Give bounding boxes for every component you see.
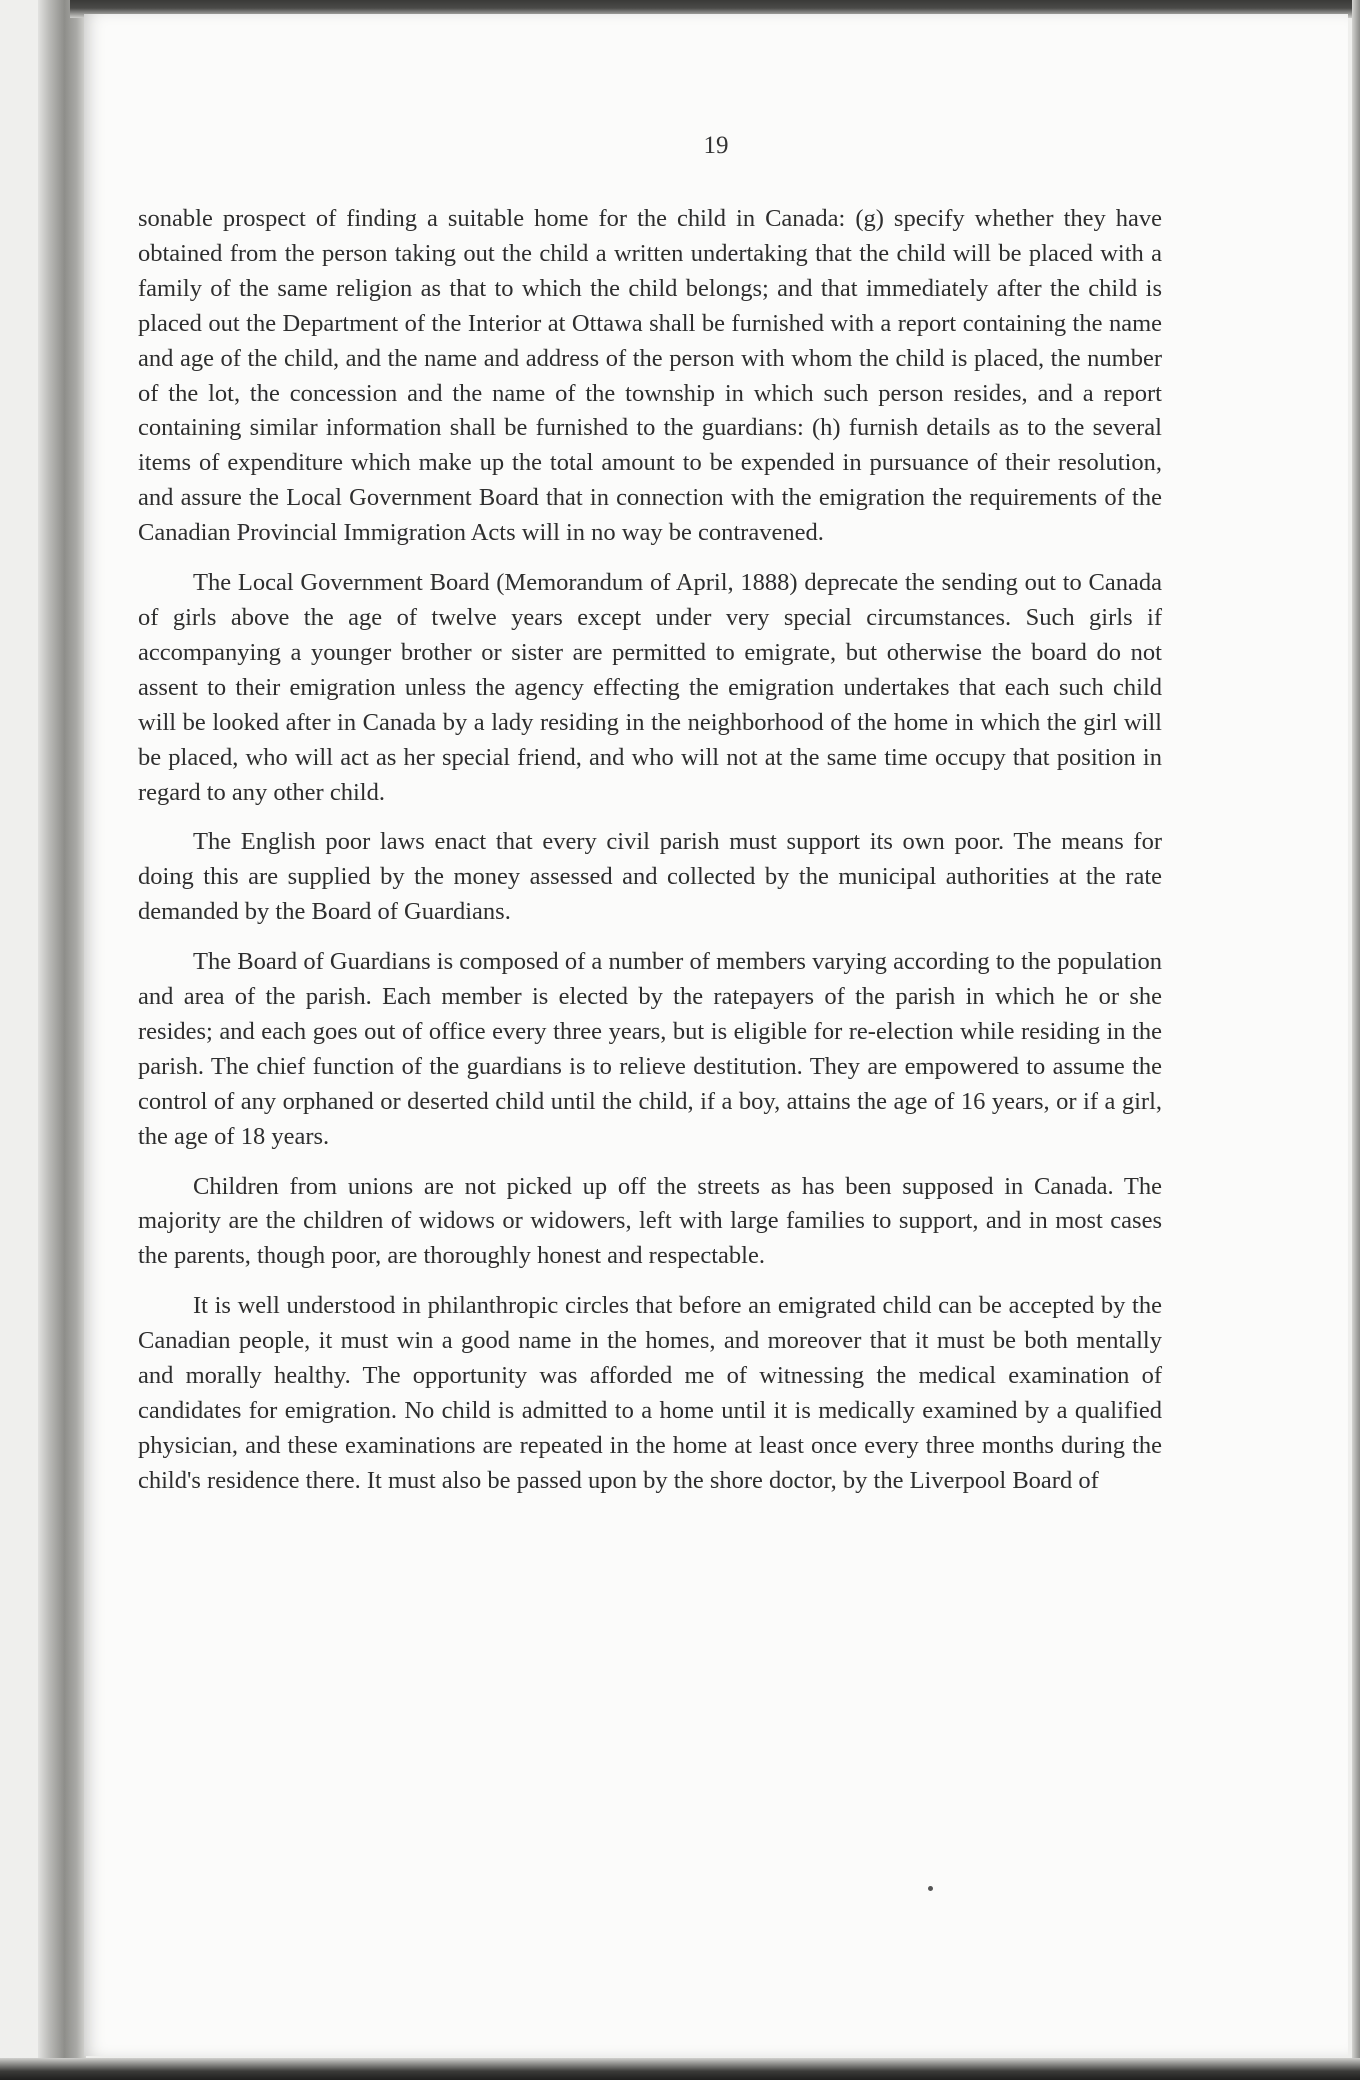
paragraph-children-from-unions: Children from unions are not picked up off the streets as has been supposed in Canada. The majority are the children of widows or widowers, left with large families to support, and in most cases the parents, though poor, are thoroughly honest and respectable.	[138, 1172, 1162, 1270]
page-number: 19	[703, 132, 729, 159]
paragraph-local-government-board: The Local Government Board (Memorandum of April, 1888) deprecate the sending out to Canada of girls above the age of twelve years except under very special circumstances. Such girls if accompanying a younger brother or sister are permitted to emigrate, but otherwise the board do not assent to their emigration unless the agency effecting the emigration undertakes that each such child will be looked after in Canada by a lady residing in the neighborhood of the home in which the girl will be placed, who will act as her special friend, and who will not at the same time occupy that position in regard to any other child.	[138, 569, 1162, 806]
body-text	[138, 202, 1162, 1514]
paragraph-english-poor-laws: The English poor laws enact that every civil parish must support its own poor. The means for doing this are supplied by the money assessed and collected by the municipal authorities at the rate demanded by the Board of Guardians.	[138, 828, 1162, 926]
book-page	[84, 14, 1348, 2056]
paragraph-continued: sonable prospect of finding a suitable home for the child in Canada: (g) specify whether they have obtained from the person taking out the child a written undertaking that the child will be placed with a family of the same religion as that to which the child belongs; and that immediately after the child is placed out the Department of the Interior at Ottawa shall be furnished with a report containing the name and age of the child, and the name and address of the person with whom the child is placed, the number of the lot, the concession and the name of the township in which such person resides, and a report containing similar information shall be furnished to the guardians: (h) furnish details as to the several items of expenditure which make up the total amount to be expended in pursuance of their resolution, and assure the Local Government Board that in connection with the emigration the requirements of the Canadian Provincial Immigration Acts will in no way be contravened.	[138, 205, 1162, 547]
ink-speck	[928, 1886, 933, 1891]
paragraph-board-of-guardians: The Board of Guardians is composed of a number of members varying according to the population and area of the parish. Each member is elected by the ratepayers of the parish in which he or she resides; and each goes out of office every three years, but is eligible for re-election while residing in the parish. The chief function of the guardians is to relieve destitution. They are empowered to assume the control of any orphaned or deserted child until the child, if a boy, attains the age of 16 years, or if a girl, the age of 18 years.	[138, 948, 1162, 1150]
paragraph-medical-examination: It is well understood in philanthropic circles that before an emigrated child can be accepted by the Canadian people, it must win a good name in the homes, and moreover that it must be both mentally and morally healthy. The opportunity was afforded me of witnessing the medical examination of candidates for emigration. No child is admitted to a home until it is medically examined by a qualified physician, and these examinations are repeated in the home at least once every three months during the child's residence there. It must also be passed upon by the shore doctor, by the Liverpool Board of	[138, 1292, 1162, 1494]
right-page-edge	[1352, 0, 1360, 2080]
bottom-page-edge	[0, 2058, 1360, 2080]
book-spine-shadow	[38, 0, 86, 2080]
